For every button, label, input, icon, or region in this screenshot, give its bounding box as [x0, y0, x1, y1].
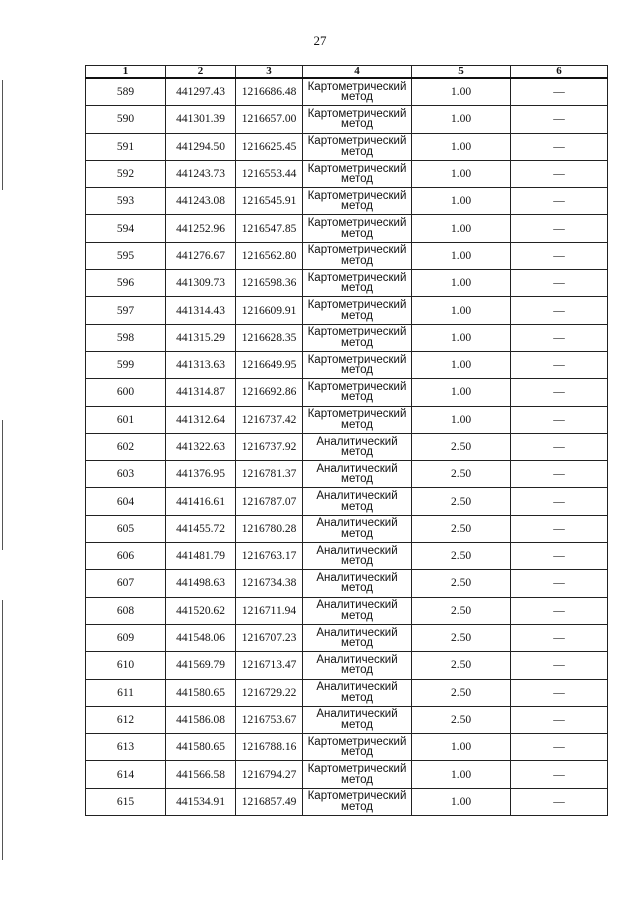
table-row: [86, 297, 608, 324]
method-cell: Аналитический метод: [303, 461, 412, 488]
method-cell: Аналитический метод: [303, 597, 412, 624]
coordinates-table: [85, 65, 608, 816]
point-number-cell: 603: [86, 461, 166, 488]
note-cell: —: [511, 215, 608, 242]
point-number-cell: 612: [86, 706, 166, 733]
y-coordinate-cell: 1216713.47: [236, 652, 303, 679]
x-coordinate-cell: 441309.73: [166, 270, 236, 297]
y-coordinate-cell: 1216763.17: [236, 543, 303, 570]
scan-edge-mark: [2, 420, 3, 550]
table-row: [86, 597, 608, 624]
y-coordinate-cell: 1216788.16: [236, 734, 303, 761]
point-number-cell: 602: [86, 433, 166, 460]
note-cell: —: [511, 788, 608, 815]
accuracy-cell: 1.00: [412, 788, 511, 815]
note-cell: —: [511, 761, 608, 788]
accuracy-cell: 1.00: [412, 324, 511, 351]
accuracy-cell: 1.00: [412, 188, 511, 215]
point-number-cell: 595: [86, 242, 166, 269]
point-number-cell: 605: [86, 515, 166, 542]
table-row: [86, 242, 608, 269]
table-row: [86, 188, 608, 215]
x-coordinate-cell: 441313.63: [166, 351, 236, 378]
x-coordinate-cell: 441566.58: [166, 761, 236, 788]
column-header: 6: [511, 66, 608, 79]
scan-edge-mark: [2, 600, 3, 860]
column-header: 2: [166, 66, 236, 79]
method-cell: Аналитический метод: [303, 570, 412, 597]
x-coordinate-cell: 441276.67: [166, 242, 236, 269]
accuracy-cell: 2.50: [412, 570, 511, 597]
y-coordinate-cell: 1216609.91: [236, 297, 303, 324]
note-cell: —: [511, 270, 608, 297]
note-cell: —: [511, 78, 608, 106]
column-header: 1: [86, 66, 166, 79]
note-cell: —: [511, 433, 608, 460]
method-cell: Картометрический метод: [303, 188, 412, 215]
note-cell: —: [511, 570, 608, 597]
x-coordinate-cell: 441243.08: [166, 188, 236, 215]
point-number-cell: 594: [86, 215, 166, 242]
accuracy-cell: 1.00: [412, 78, 511, 106]
method-cell: Аналитический метод: [303, 679, 412, 706]
accuracy-cell: 1.00: [412, 297, 511, 324]
y-coordinate-cell: 1216562.80: [236, 242, 303, 269]
accuracy-cell: 1.00: [412, 406, 511, 433]
x-coordinate-cell: 441520.62: [166, 597, 236, 624]
x-coordinate-cell: 441481.79: [166, 543, 236, 570]
scan-edge-mark: [2, 80, 3, 190]
table-row: [86, 570, 608, 597]
note-cell: —: [511, 242, 608, 269]
method-cell: Аналитический метод: [303, 652, 412, 679]
method-cell: Аналитический метод: [303, 624, 412, 651]
accuracy-cell: 2.50: [412, 679, 511, 706]
x-coordinate-cell: 441548.06: [166, 624, 236, 651]
table-row: [86, 406, 608, 433]
y-coordinate-cell: 1216657.00: [236, 106, 303, 133]
note-cell: —: [511, 706, 608, 733]
x-coordinate-cell: 441314.87: [166, 379, 236, 406]
x-coordinate-cell: 441569.79: [166, 652, 236, 679]
note-cell: —: [511, 652, 608, 679]
point-number-cell: 591: [86, 133, 166, 160]
table-row: [86, 706, 608, 733]
table-body: [86, 78, 608, 816]
accuracy-cell: 2.50: [412, 515, 511, 542]
x-coordinate-cell: 441252.96: [166, 215, 236, 242]
accuracy-cell: 1.00: [412, 734, 511, 761]
x-coordinate-cell: 441534.91: [166, 788, 236, 815]
y-coordinate-cell: 1216787.07: [236, 488, 303, 515]
x-coordinate-cell: 441312.64: [166, 406, 236, 433]
table-row: [86, 624, 608, 651]
point-number-cell: 610: [86, 652, 166, 679]
point-number-cell: 590: [86, 106, 166, 133]
note-cell: —: [511, 324, 608, 351]
point-number-cell: 607: [86, 570, 166, 597]
x-coordinate-cell: 441455.72: [166, 515, 236, 542]
accuracy-cell: 1.00: [412, 133, 511, 160]
x-coordinate-cell: 441315.29: [166, 324, 236, 351]
accuracy-cell: 2.50: [412, 706, 511, 733]
table-row: [86, 133, 608, 160]
method-cell: Картометрический метод: [303, 270, 412, 297]
point-number-cell: 598: [86, 324, 166, 351]
accuracy-cell: 1.00: [412, 379, 511, 406]
note-cell: —: [511, 406, 608, 433]
y-coordinate-cell: 1216737.42: [236, 406, 303, 433]
table-row: [86, 788, 608, 815]
table-row: [86, 215, 608, 242]
accuracy-cell: 2.50: [412, 433, 511, 460]
table-row: [86, 761, 608, 788]
y-coordinate-cell: 1216781.37: [236, 461, 303, 488]
table-row: [86, 351, 608, 378]
method-cell: Картометрический метод: [303, 215, 412, 242]
method-cell: Картометрический метод: [303, 78, 412, 106]
method-cell: Картометрический метод: [303, 297, 412, 324]
table-row: [86, 270, 608, 297]
y-coordinate-cell: 1216707.23: [236, 624, 303, 651]
point-number-cell: 608: [86, 597, 166, 624]
method-cell: Картометрический метод: [303, 133, 412, 160]
accuracy-cell: 1.00: [412, 270, 511, 297]
point-number-cell: 597: [86, 297, 166, 324]
y-coordinate-cell: 1216686.48: [236, 78, 303, 106]
y-coordinate-cell: 1216649.95: [236, 351, 303, 378]
accuracy-cell: 2.50: [412, 624, 511, 651]
point-number-cell: 593: [86, 188, 166, 215]
y-coordinate-cell: 1216711.94: [236, 597, 303, 624]
x-coordinate-cell: 441243.73: [166, 160, 236, 187]
page-number: 27: [313, 33, 327, 48]
x-coordinate-cell: 441297.43: [166, 78, 236, 106]
note-cell: —: [511, 188, 608, 215]
y-coordinate-cell: 1216729.22: [236, 679, 303, 706]
accuracy-cell: 1.00: [412, 351, 511, 378]
method-cell: Картометрический метод: [303, 160, 412, 187]
table-row: [86, 78, 608, 106]
column-header: 5: [412, 66, 511, 79]
x-coordinate-cell: 441416.61: [166, 488, 236, 515]
point-number-cell: 589: [86, 78, 166, 106]
note-cell: —: [511, 624, 608, 651]
note-cell: —: [511, 160, 608, 187]
table-row: [86, 160, 608, 187]
table-row: [86, 515, 608, 542]
x-coordinate-cell: 441580.65: [166, 679, 236, 706]
accuracy-cell: 2.50: [412, 652, 511, 679]
method-cell: Картометрический метод: [303, 106, 412, 133]
y-coordinate-cell: 1216692.86: [236, 379, 303, 406]
table-row: [86, 488, 608, 515]
column-header: 3: [236, 66, 303, 79]
accuracy-cell: 1.00: [412, 761, 511, 788]
accuracy-cell: 2.50: [412, 488, 511, 515]
point-number-cell: 601: [86, 406, 166, 433]
x-coordinate-cell: 441301.39: [166, 106, 236, 133]
point-number-cell: 613: [86, 734, 166, 761]
note-cell: —: [511, 351, 608, 378]
accuracy-cell: 1.00: [412, 242, 511, 269]
method-cell: Картометрический метод: [303, 734, 412, 761]
method-cell: Аналитический метод: [303, 515, 412, 542]
y-coordinate-cell: 1216553.44: [236, 160, 303, 187]
table-row: [86, 734, 608, 761]
point-number-cell: 592: [86, 160, 166, 187]
x-coordinate-cell: 441322.63: [166, 433, 236, 460]
x-coordinate-cell: 441314.43: [166, 297, 236, 324]
note-cell: —: [511, 297, 608, 324]
x-coordinate-cell: 441498.63: [166, 570, 236, 597]
column-header: 4: [303, 66, 412, 79]
x-coordinate-cell: 441376.95: [166, 461, 236, 488]
table-row: [86, 543, 608, 570]
method-cell: Аналитический метод: [303, 706, 412, 733]
y-coordinate-cell: 1216625.45: [236, 133, 303, 160]
method-cell: Картометрический метод: [303, 761, 412, 788]
method-cell: Картометрический метод: [303, 242, 412, 269]
method-cell: Картометрический метод: [303, 379, 412, 406]
x-coordinate-cell: 441294.50: [166, 133, 236, 160]
note-cell: —: [511, 679, 608, 706]
note-cell: —: [511, 543, 608, 570]
table-row: [86, 379, 608, 406]
note-cell: —: [511, 597, 608, 624]
x-coordinate-cell: 441580.65: [166, 734, 236, 761]
method-cell: Аналитический метод: [303, 543, 412, 570]
point-number-cell: 596: [86, 270, 166, 297]
method-cell: Аналитический метод: [303, 433, 412, 460]
y-coordinate-cell: 1216628.35: [236, 324, 303, 351]
y-coordinate-cell: 1216547.85: [236, 215, 303, 242]
note-cell: —: [511, 379, 608, 406]
y-coordinate-cell: 1216857.49: [236, 788, 303, 815]
point-number-cell: 600: [86, 379, 166, 406]
accuracy-cell: 2.50: [412, 543, 511, 570]
note-cell: —: [511, 461, 608, 488]
method-cell: Картометрический метод: [303, 788, 412, 815]
note-cell: —: [511, 133, 608, 160]
point-number-cell: 609: [86, 624, 166, 651]
note-cell: —: [511, 734, 608, 761]
point-number-cell: 599: [86, 351, 166, 378]
accuracy-cell: 1.00: [412, 160, 511, 187]
x-coordinate-cell: 441586.08: [166, 706, 236, 733]
note-cell: —: [511, 106, 608, 133]
point-number-cell: 611: [86, 679, 166, 706]
method-cell: Картометрический метод: [303, 324, 412, 351]
accuracy-cell: 2.50: [412, 461, 511, 488]
y-coordinate-cell: 1216598.36: [236, 270, 303, 297]
y-coordinate-cell: 1216794.27: [236, 761, 303, 788]
y-coordinate-cell: 1216545.91: [236, 188, 303, 215]
table-row: [86, 652, 608, 679]
table-row: [86, 679, 608, 706]
y-coordinate-cell: 1216753.67: [236, 706, 303, 733]
table-row: [86, 324, 608, 351]
table-row: [86, 433, 608, 460]
table-header-row: [86, 66, 608, 79]
table-row: [86, 106, 608, 133]
method-cell: Картометрический метод: [303, 406, 412, 433]
accuracy-cell: 1.00: [412, 215, 511, 242]
note-cell: —: [511, 515, 608, 542]
point-number-cell: 615: [86, 788, 166, 815]
accuracy-cell: 1.00: [412, 106, 511, 133]
method-cell: Картометрический метод: [303, 351, 412, 378]
point-number-cell: 614: [86, 761, 166, 788]
note-cell: —: [511, 488, 608, 515]
method-cell: Аналитический метод: [303, 488, 412, 515]
point-number-cell: 604: [86, 488, 166, 515]
table-row: [86, 461, 608, 488]
y-coordinate-cell: 1216734.38: [236, 570, 303, 597]
y-coordinate-cell: 1216780.28: [236, 515, 303, 542]
accuracy-cell: 2.50: [412, 597, 511, 624]
y-coordinate-cell: 1216737.92: [236, 433, 303, 460]
point-number-cell: 606: [86, 543, 166, 570]
